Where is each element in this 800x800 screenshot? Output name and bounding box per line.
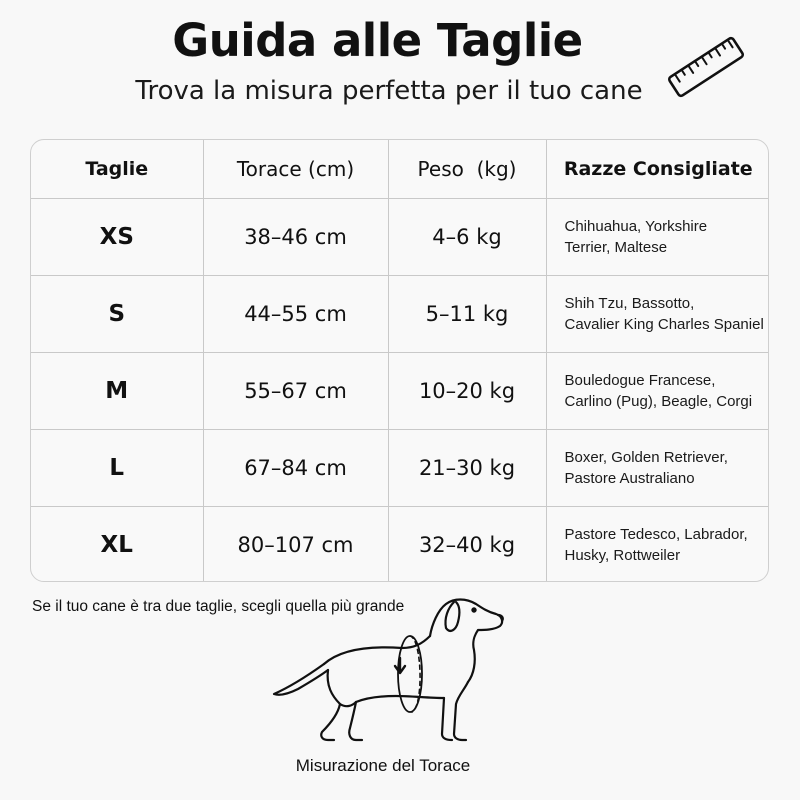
page-subtitle: Trova la misura perfetta per il tuo cane	[135, 76, 643, 106]
chest-cell: 80–107 cm	[203, 506, 388, 582]
breeds-line: Carlino (Pug), Beagle, Corgi	[564, 392, 753, 410]
chest-cell: 55–67 cm	[203, 352, 388, 429]
breeds-line: Bouledogue Francese,	[564, 371, 716, 389]
header-weight: Peso (kg)	[388, 140, 546, 198]
header-size: Taglie	[31, 140, 203, 198]
breeds-line: Husky, Rottweiler	[564, 546, 681, 564]
breeds-line: Pastore Tedesco, Labrador,	[564, 525, 748, 543]
size-table-card	[30, 139, 769, 582]
breeds-cell	[546, 352, 769, 429]
breeds-cell	[546, 275, 769, 352]
breeds-cell	[546, 506, 769, 582]
weight-cell: 21–30 kg	[388, 429, 546, 506]
breeds-line: Chihuahua, Yorkshire	[564, 217, 708, 235]
dog-chest-measurement-icon	[262, 586, 512, 746]
breeds-cell	[546, 198, 769, 275]
size-cell: S	[31, 275, 203, 352]
table-row	[31, 198, 769, 275]
chest-cell: 38–46 cm	[203, 198, 388, 275]
table-header-row	[31, 140, 769, 198]
table-row	[31, 275, 769, 352]
page-title: Guida alle Taglie	[172, 14, 583, 67]
breeds-cell	[546, 429, 769, 506]
header-chest: Torace (cm)	[203, 140, 388, 198]
table-row	[31, 429, 769, 506]
weight-cell: 4–6 kg	[388, 198, 546, 275]
weight-cell: 10–20 kg	[388, 352, 546, 429]
breeds-line: Cavalier King Charles Spaniel	[564, 315, 764, 333]
weight-cell: 5–11 kg	[388, 275, 546, 352]
breeds-line: Pastore Australiano	[564, 469, 695, 487]
chest-measurement-caption: Misurazione del Torace	[295, 756, 471, 775]
breeds-line: Boxer, Golden Retriever,	[564, 448, 728, 466]
size-cell: L	[31, 429, 203, 506]
table-row	[31, 506, 769, 582]
breeds-line: Terrier, Maltese	[564, 238, 668, 256]
chest-cell: 44–55 cm	[203, 275, 388, 352]
weight-cell: 32–40 kg	[388, 506, 546, 582]
size-tip-note: Se il tuo cane è tra due taglie, scegli quella più grande	[32, 598, 405, 615]
header-breeds: Razze Consigliate	[546, 140, 769, 198]
table-row	[31, 352, 769, 429]
size-cell: XL	[31, 506, 203, 582]
chest-cell: 67–84 cm	[203, 429, 388, 506]
ruler-icon	[664, 34, 748, 100]
size-cell: M	[31, 352, 203, 429]
size-cell: XS	[31, 198, 203, 275]
size-table	[31, 140, 769, 582]
breeds-line: Shih Tzu, Bassotto,	[564, 294, 695, 312]
